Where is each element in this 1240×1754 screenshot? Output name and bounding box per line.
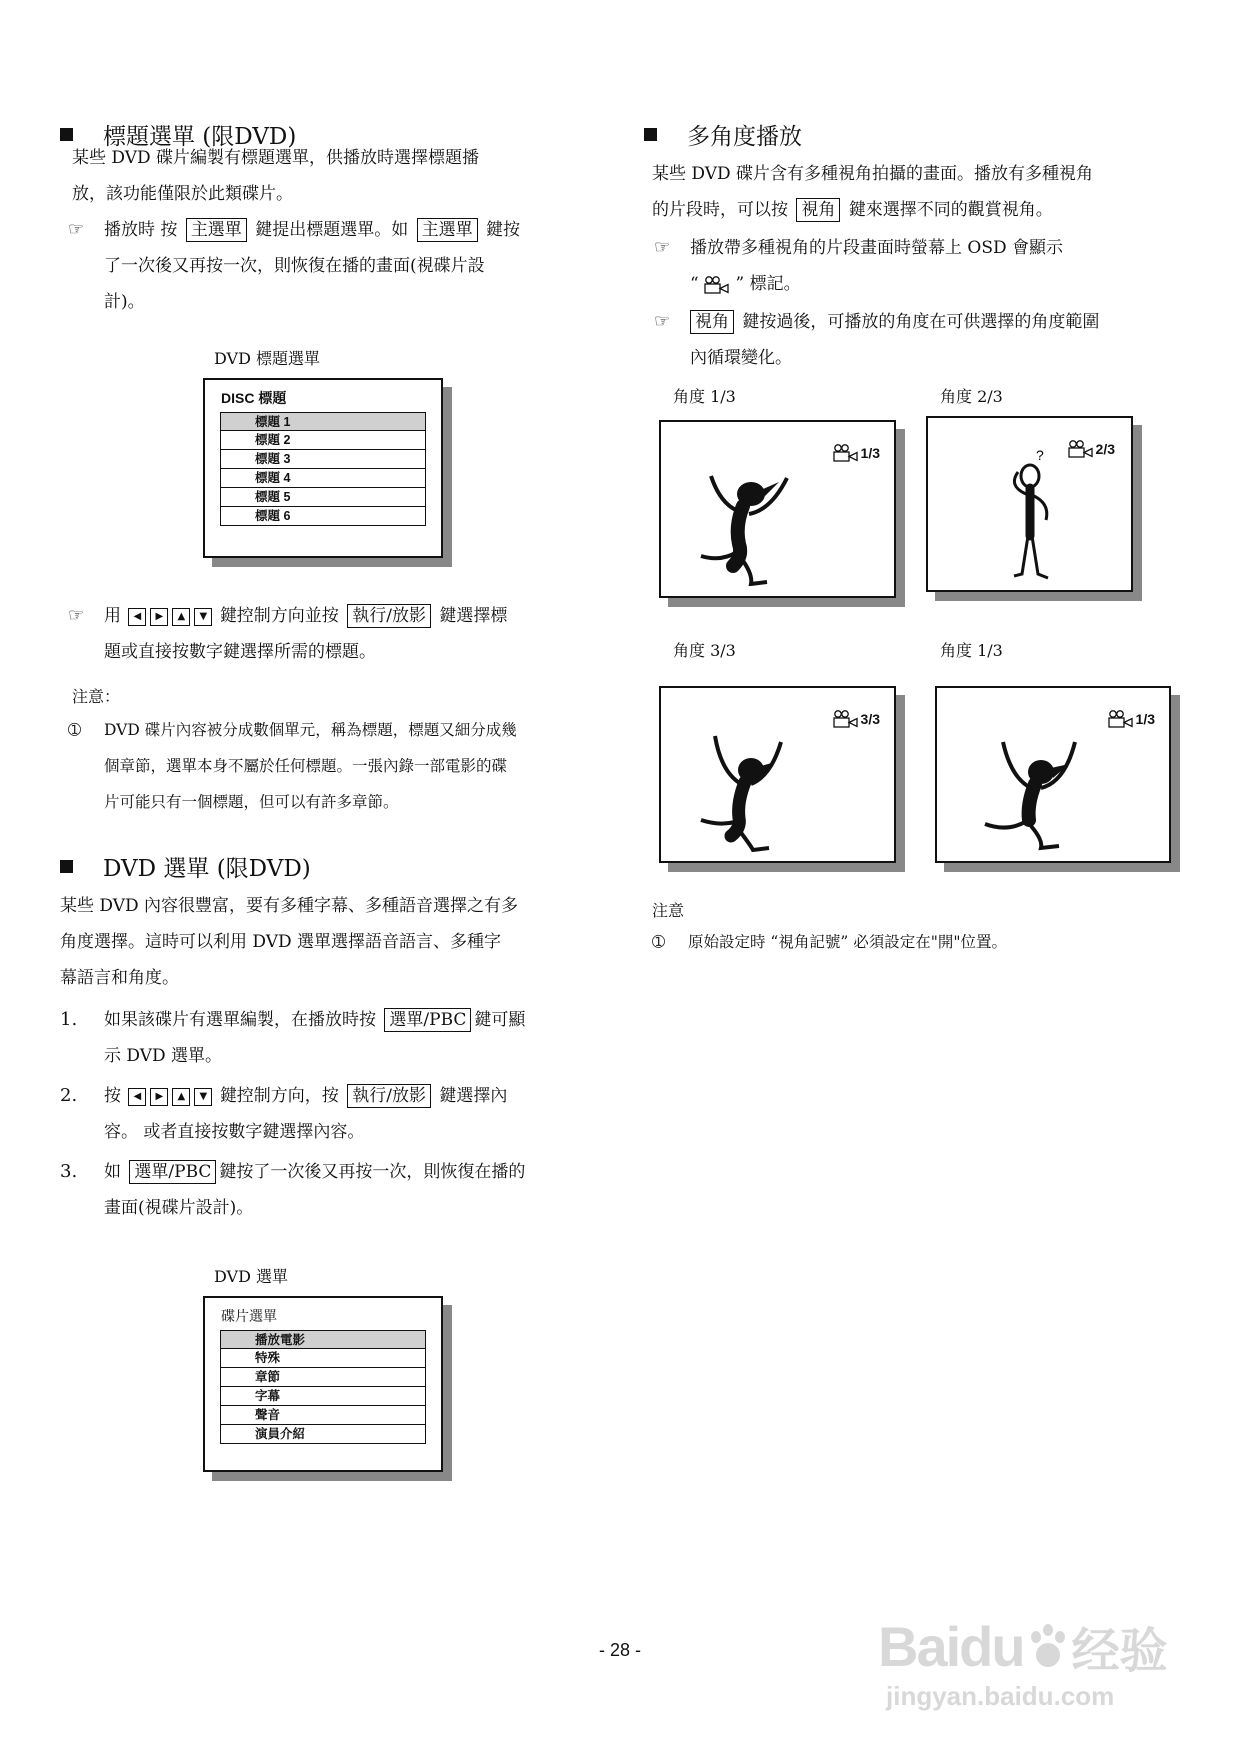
watermark-url: jingyan.baidu.com — [886, 1681, 1115, 1711]
menu-item[interactable]: 標題 1 — [220, 412, 426, 431]
page-number: - 28 - — [598, 1640, 641, 1660]
angle-frame-4 — [935, 686, 1171, 863]
menu-item[interactable]: 特殊 — [220, 1349, 426, 1368]
menu-item[interactable]: 演員介紹 — [220, 1425, 426, 1444]
video-camera-icon — [1108, 710, 1134, 728]
left-arrow-key-icon: ◀ — [128, 608, 146, 626]
menu-item[interactable]: 標題 3 — [220, 450, 426, 469]
heading-bullet — [644, 128, 657, 141]
pointing-hand-icon: ☞ — [654, 311, 671, 332]
heading-bullet — [60, 860, 73, 873]
angle-badge: 1/3 — [833, 444, 880, 462]
note-circle-icon: ➀ — [68, 721, 81, 739]
menu-title: DISC 標題 — [221, 390, 287, 406]
main-menu-key: 主選單 — [417, 218, 478, 242]
angle-caption: 角度 2/3 — [940, 387, 1003, 406]
right-arrow-key-icon: ▶ — [150, 1088, 168, 1106]
down-arrow-key-icon: ▼ — [194, 608, 212, 626]
menu-item[interactable]: 章節 — [220, 1368, 426, 1387]
title-menu-tip2: ☞ 用 ◀ ▶ ▲ ▼ 鍵控制方向並按 執行/放影 鍵選擇標 題或直接按數字鍵選擇所需的標題。 — [68, 598, 558, 670]
title-menu-note: ➀ DVD 碟片內容被分成數個單元，稱為標題，標題又細分成幾 個章節，選單本身不屬於任何標題。一張內錄一部電影的碟 片可能只有一個標題，但可以有許多章節。 — [68, 712, 558, 820]
menu-item[interactable]: 標題 5 — [220, 488, 426, 507]
pointing-hand-icon: ☞ — [654, 237, 671, 258]
dvd-menu-steps — [60, 1002, 560, 1226]
menu-item[interactable]: 標題 4 — [220, 469, 426, 488]
step-1: 1. 如果該碟片有選單編製，在播放時按 選單/PBC 鍵可顯 示 DVD 選單。 — [60, 1009, 526, 1066]
right-arrow-key-icon: ▶ — [150, 608, 168, 626]
dancing-figure-illustration — [691, 466, 801, 586]
angle-badge: 2/3 — [1068, 440, 1115, 458]
angle-badge: 1/3 — [1108, 710, 1155, 728]
dvd-menu-caption: DVD 選單 — [214, 1267, 289, 1286]
pointing-hand-icon: ☞ — [68, 605, 85, 626]
note-label: 注意 — [652, 901, 685, 920]
menu-title: 碟片選單 — [221, 1309, 277, 1325]
note-circle-icon: ➀ — [652, 933, 665, 951]
left-arrow-key-icon: ◀ — [128, 1088, 146, 1106]
baidu-watermark — [878, 1612, 1218, 1732]
thinking-figure-illustration — [998, 446, 1078, 586]
down-arrow-key-icon: ▼ — [194, 1088, 212, 1106]
angle-caption: 角度 3/3 — [673, 641, 736, 660]
multi-angle-intro: 某些 DVD 碟片含有多種視角拍攝的畫面。播放有多種視角 的片段時，可以按 視角 鍵來選擇不同的觀賞視角。 — [652, 164, 1094, 220]
paw-icon — [1028, 1623, 1068, 1671]
main-menu-key: 主選單 — [186, 218, 247, 242]
note-label: 注意： — [72, 687, 121, 706]
angle-caption: 角度 1/3 — [673, 387, 736, 406]
dvd-menu-heading: DVD 選單 (限DVD) — [60, 850, 311, 883]
angle-frame-3 — [659, 686, 896, 863]
menu-pbc-key: 選單/PBC — [384, 1008, 471, 1032]
title-menu-box — [203, 378, 443, 558]
angle-badge: 3/3 — [833, 710, 880, 728]
video-camera-icon — [833, 444, 859, 462]
angle-key: 視角 — [690, 310, 734, 334]
menu-item[interactable]: 播放電影 — [220, 1330, 426, 1349]
menu-list — [220, 1330, 426, 1444]
multi-angle-tip1: ☞ 播放帶多種視角的片段畫面時螢幕上 OSD 會顯示 “ ” 標記。 — [654, 230, 1194, 302]
angle-frame-2 — [926, 416, 1133, 592]
title-menu-tip1: ☞ 播放時 按 主選單 鍵提出標題選單。如 主選單 鍵按 了一次後又再按一次，則恢復在播的畫面(視碟片設 計)。 — [68, 212, 548, 320]
angle-frame-1 — [659, 420, 896, 598]
dvd-menu-box — [203, 1296, 443, 1472]
title-menu-heading: 標題選單 (限DVD) — [60, 118, 296, 151]
video-camera-icon — [704, 276, 730, 294]
angle-caption: 角度 1/3 — [940, 641, 1003, 660]
menu-list — [220, 412, 426, 526]
menu-item[interactable]: 聲音 — [220, 1406, 426, 1425]
title-menu-intro: 某些 DVD 碟片編製有標題選單，供播放時選擇標題播 放，該功能僅限於此類碟片。 — [72, 148, 480, 204]
angle-key: 視角 — [796, 198, 840, 222]
menu-pbc-key: 選單/PBC — [129, 1160, 216, 1184]
dancing-figure-illustration — [973, 732, 1093, 852]
multi-angle-heading: 多角度播放 — [644, 118, 802, 151]
play-key: 執行/放影 — [347, 604, 431, 628]
multi-angle-tip2: ☞ 視角 鍵按過後，可播放的角度在可供選擇的角度範圍 內循環變化。 — [654, 304, 1194, 376]
up-arrow-key-icon: ▲ — [172, 1088, 190, 1106]
step-3: 3. 如 選單/PBC 鍵按了一次後又再按一次，則恢復在播的 畫面(視碟片設計)。 — [60, 1161, 526, 1218]
watermark-brand: Baidu — [878, 1615, 1024, 1678]
dvd-menu-intro: 某些 DVD 內容很豐富，要有多種字幕、多種語音選擇之有多 角度選擇。這時可以利用 DVD 選單選擇語音語言、多種字 幕語言和角度。 — [60, 896, 519, 988]
multi-angle-note: ➀ 原始設定時 “視角記號” 必須設定在"開"位置。 — [652, 924, 1192, 960]
video-camera-icon — [833, 710, 859, 728]
pointing-hand-icon: ☞ — [68, 219, 85, 240]
svg-text:?: ? — [1036, 447, 1044, 463]
watermark-cn: 经验 — [1071, 1625, 1168, 1678]
menu-item[interactable]: 標題 6 — [220, 507, 426, 526]
menu-item[interactable]: 標題 2 — [220, 431, 426, 450]
step-2: 2. 按 ◀ ▶ ▲ ▼ 鍵控制方向，按 執行/放影 鍵選擇內 容。 或者直接按數字鍵選擇內容。 — [60, 1085, 508, 1142]
dancing-figure-illustration — [691, 722, 801, 852]
menu-item[interactable]: 字幕 — [220, 1387, 426, 1406]
title-menu-caption: DVD 標題選單 — [214, 349, 321, 368]
play-key: 執行/放影 — [347, 1084, 431, 1108]
up-arrow-key-icon: ▲ — [172, 608, 190, 626]
